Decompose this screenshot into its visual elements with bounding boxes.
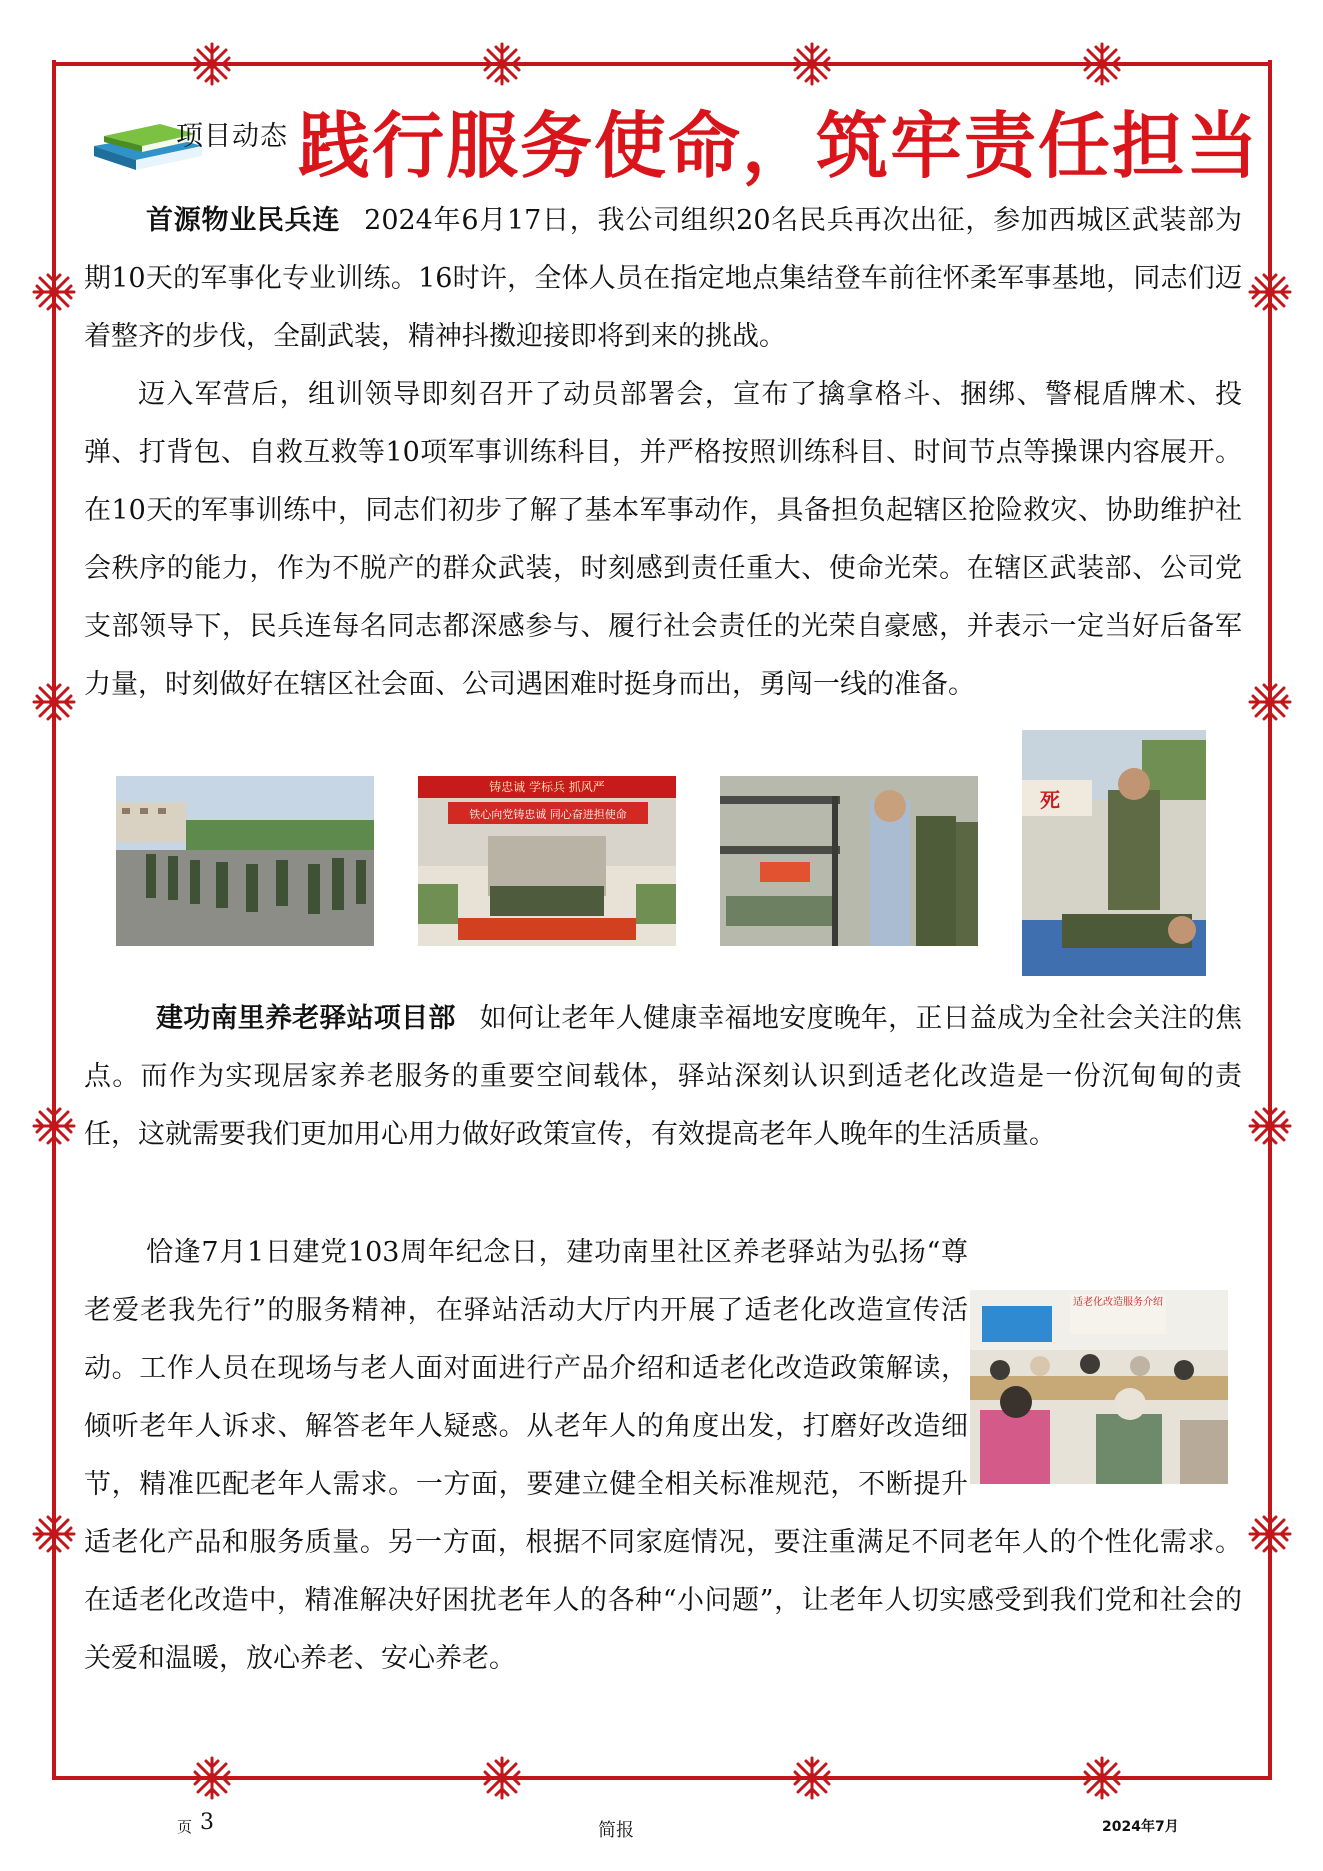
photo-elderly-activity xyxy=(970,1290,1228,1484)
snowflake-ornament-icon xyxy=(32,1512,76,1556)
snowflake-ornament-icon xyxy=(1080,1756,1124,1800)
snowflake-ornament-icon xyxy=(480,1756,524,1800)
photo-group-banner xyxy=(418,776,676,946)
snowflake-ornament-icon xyxy=(32,270,76,314)
page-title: 践行服务使命，筑牢责任担当 xyxy=(298,104,1261,188)
snowflake-ornament-icon xyxy=(1248,680,1292,724)
photo-sign: 适老化改造服务介绍 xyxy=(1073,1297,1163,1308)
footer-date: 2024年7月 xyxy=(1102,1819,1179,1835)
article2-text2: 恰逢7月1日建党103周年纪念日，建功南里社区养老驿站为弘扬“尊老爱老我先行”的服务精神，在驿站活动大厅内开展了适老化改造宣传活动。工作人员在现场与老人面对面进行产品介绍和适老化改造政策解读，倾听老年人诉求、解答老年人疑惑。从老年人的角度出发，打磨好改造细节，精准匹配老年人需求。一方面，要建立健全相关标准规范，不断提升适老化产品和服务质量。另一方面，根据不同家庭情况，要注重满足不同老年人的个性化需求。在适老化改造中，精准解决好困扰老年人的各种“小问题”，让老年人切实感受到我们党和社会的关爱和温暖，放心养老、安心养老。 xyxy=(84,1237,1242,1674)
snowflake-ornament-icon xyxy=(790,1756,834,1800)
snowflake-ornament-icon xyxy=(32,1104,76,1148)
article2-lead: 建功南里养老驿站项目部 xyxy=(156,1003,456,1034)
photo-militia-parade xyxy=(116,776,374,946)
article1-paragraph1 xyxy=(84,192,1242,366)
article1-text1: 2024年6月17日，我公司组织20名民兵再次出征，参加西城区武装部为期10天的军事化专业训练。16时许，全体人员在指定地点集结登车前往怀柔军事基地，同志们迈着整齐的步伐，全副武装，精神抖擞迎接即将到来的挑战。 xyxy=(84,205,1243,352)
photo-slogan: 死 xyxy=(1040,788,1060,812)
article1-lead: 首源物业民兵连 xyxy=(146,205,341,236)
snowflake-ornament-icon xyxy=(190,1756,234,1800)
snowflake-ornament-icon xyxy=(1248,270,1292,314)
snowflake-ornament-icon xyxy=(1248,1512,1292,1556)
footer-page-number: 3 xyxy=(200,1810,214,1835)
snowflake-ornament-icon xyxy=(1080,42,1124,86)
footer-publication: 简报 xyxy=(598,1820,634,1841)
article2-paragraph1 xyxy=(84,990,1242,1164)
banner-line2: 铁心向党铸忠诚 同心奋进担使命 xyxy=(469,808,627,821)
section-tag: 项目动态 xyxy=(176,121,288,152)
snowflake-ornament-icon xyxy=(1248,1104,1292,1148)
snowflake-ornament-icon xyxy=(790,42,834,86)
footer-page-label: 页 xyxy=(177,1818,193,1836)
photo-dormitory xyxy=(720,776,978,946)
article2-text1: 如何让老年人健康幸福地安度晚年，正日益成为全社会关注的焦点。而作为实现居家养老服务的重要空间载体，驿站深刻认识到适老化改造是一份沉甸甸的责任，这就需要我们更加用心用力做好政策宣传，有效提高老年人晚年的生活质量。 xyxy=(84,1003,1243,1150)
banner-line1: 铸忠诚 学标兵 抓风严 xyxy=(489,780,605,794)
snowflake-ornament-icon xyxy=(32,680,76,724)
snowflake-ornament-icon xyxy=(190,42,234,86)
photo-grappling-training xyxy=(1022,730,1206,976)
snowflake-ornament-icon xyxy=(480,42,524,86)
article1-paragraph2: 迈入军营后，组训领导即刻召开了动员部署会，宣布了擒拿格斗、捆绑、警棍盾牌术、投弹、打背包、自救互救等10项军事训练科目，并严格按照训练科目、时间节点等操课内容展开。在10天的军事训练中，同志们初步了解了基本军事动作，具备担负起辖区抢险救灾、协助维护社会秩序的能力，作为不脱产的群众武装，时刻感到责任重大、使命光荣。在辖区武装部、公司党支部领导下，民兵连每名同志都深感参与、履行社会责任的光荣自豪感，并表示一定当好后备军力量，时刻做好在辖区社会面、公司遇困难时挺身而出，勇闯一线的准备。 xyxy=(84,379,1242,700)
